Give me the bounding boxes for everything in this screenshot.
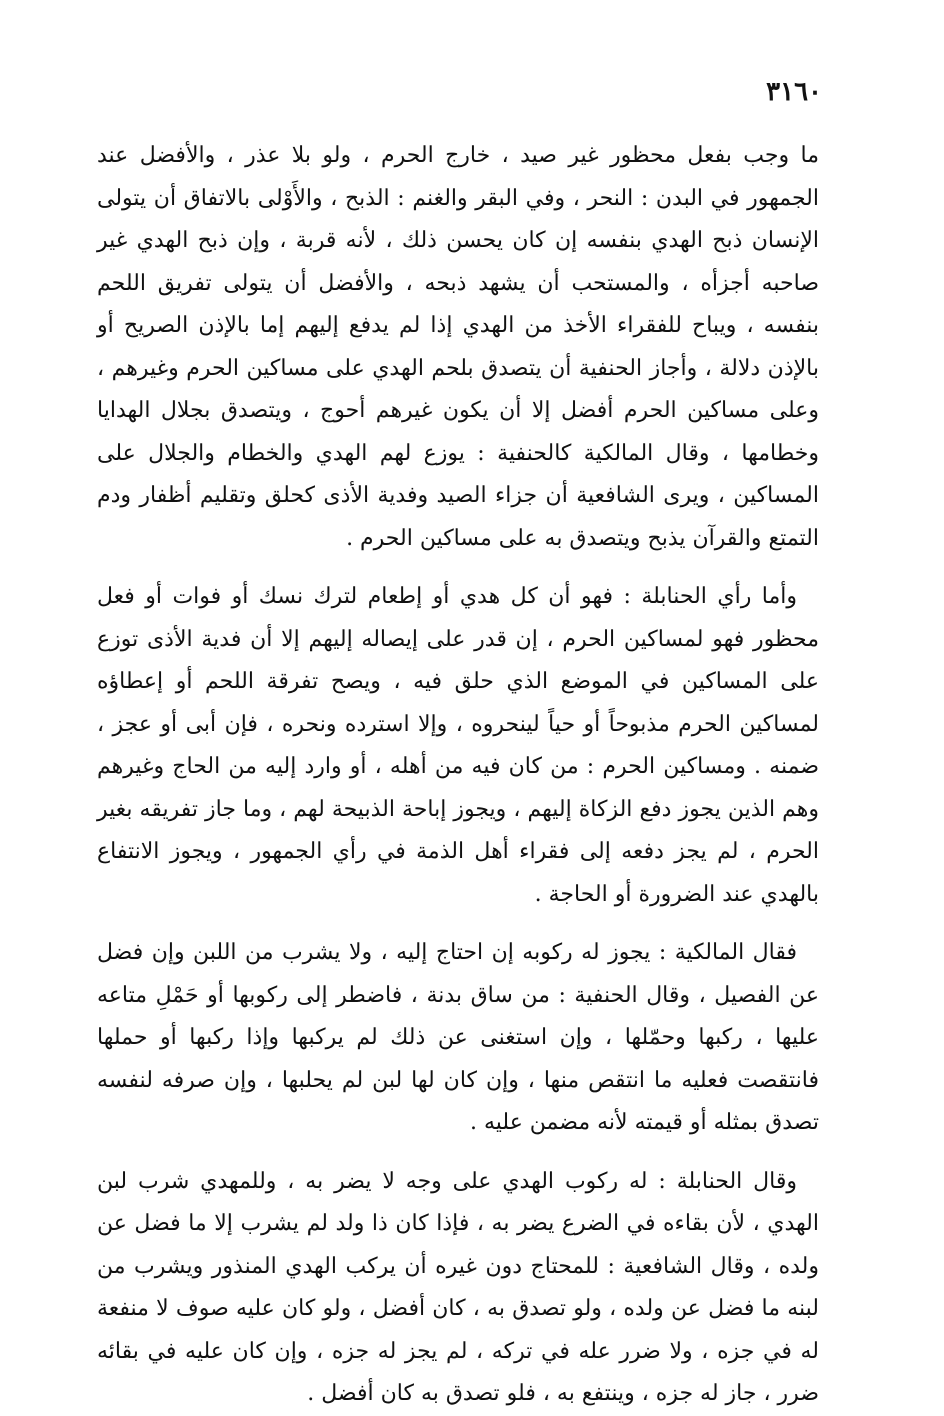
paragraph-hady-slaughter: ما وجب بفعل محظور غير صيد ، خارج الحرم ، ولو بلا عذر ، والأفضل عند الجمهور في البدن : النحر ، وفي البقر والغنم : الذبح ، والأَوْلى بالاتفاق أن يتولى الإنسان ذبح الهدي بنفسه إن كان يحسن ذلك ، لأنه قربة ، وإن ذبح الهدي غير صاحبه أجزأه ، والمستحب أن يشهد ذبحه ، والأفضل أن يتولى تفريق اللحم بنفسه ، ويباح للفقراء الأخذ من الهدي إذا لم يدفع إليهم إما بالإذن الصريح أو بالإذن دلالة ، وأجاز الحنفية أن يتصدق بلحم الهدي على مساكين الحرم وغيرهم ، وعلى مساكين الحرم أفضل إلا أن يكون غيرهم أحوج ، ويتصدق بجلال الهدايا وخطامها ، وقال المالكية كالحنفية : يوزع لهم الهدي والخطام والجلال على المساكين ، ويرى الشافعية أن جزاء الصيد وفدية الأذى كحلق وتقليم أظفار ودم التمتع والقرآن يذبح ويتصدق به على مساكين الحرم . [97, 143, 819, 551]
paragraph-hanbali-shafii-milk: وقال الحنابلة : له ركوب الهدي على وجه لا يضر به ، وللمهدي شرب لبن الهدي ، لأن بقاءه في الضرع يضر به ، فإذا كان ذا ولد لم يشرب إلا ما فضل عن ولده ، وقال الشافعية : للمحتاج دون غيره أن يركب الهدي المنذور ويشرب من لبنه ما فضل عن ولده ، ولو تصدق به ، كان أفضل ، ولو كان عليه صوف لا منفعة له في جزه ، ولا ضرر عله في تركه ، لم يجز له جزه ، وإن كان عليه في بقائه ضرر ، جاز له جزه ، وينتفع به ، فلو تصدق به كان أفضل . [97, 1168, 819, 1406]
body-text [97, 135, 819, 1416]
page-number: ٣١٦٠ [766, 77, 822, 107]
paragraph-hanbali-opinion: وأما رأي الحنابلة : فهو أن كل هدي أو إطعام لترك نسك أو فوات أو فعل محظور فهو لمساكين الحرم ، إن قدر على إيصاله إليهم إلا أن فدية الأذى توزع على المساكين في الموضع الذي حلق فيه ، ويصح تفرقة اللحم أو إعطاؤه لمساكين الحرم مذبوحاً أو حياً لينحروه ، وإلا استرده ونحره ، فإن أبى أو عجز ، ضمنه . ومساكين الحرم : من كان فيه من أهله ، أو وارد إليه من الحاج وغيرهم وهم الذين يجوز دفع الزكاة إليهم ، ويجوز إباحة الذبيحة لهم ، وما جاز تفريقه بغير الحرم ، لم يجز دفعه إلى فقراء أهل الذمة في رأي الجمهور ، ويجوز الانتفاع بالهدي عند الضرورة أو الحاجة . [97, 584, 819, 907]
paragraph-maliki-hanafi-riding: فقال المالكية : يجوز له ركوبه إن احتاج إليه ، ولا يشرب من اللبن وإن فضل عن الفصيل ، وقال الحنفية : من ساق بدنة ، فاضطر إلى ركوبها أو حَمْلِ متاعه عليها ، ركبها وحمّلها ، وإن استغنى عن ذلك لم يركبها وإذا ركبها أو حملها فانتقصت فعليه ما انتقص منها ، وإن كان لها لبن لم يحلبها ، وإن صرفه لنفسه تصدق بمثله أو قيمته لأنه مضمن عليه . [97, 940, 819, 1135]
